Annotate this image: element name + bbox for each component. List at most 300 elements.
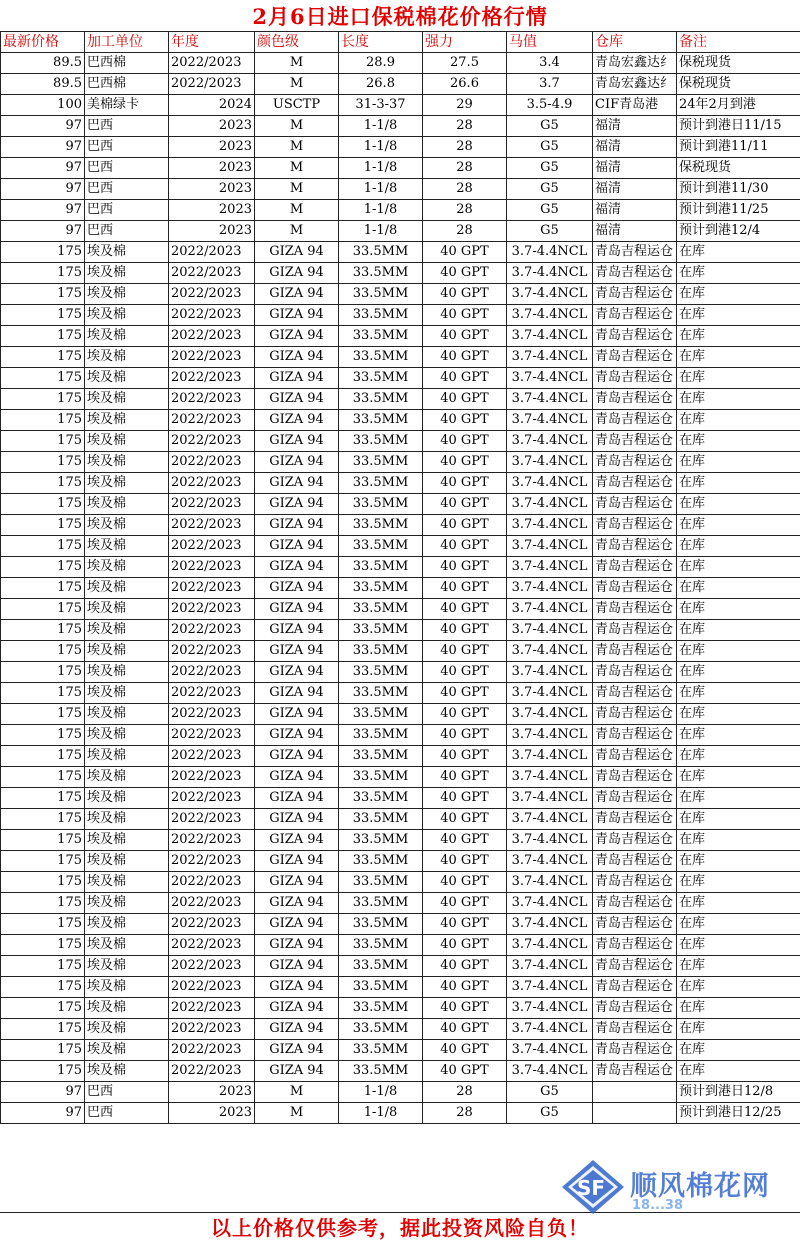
table-cell: 青岛吉程运仓 — [593, 305, 677, 326]
table-row — [1, 221, 800, 242]
table-row — [1, 473, 800, 494]
table-row — [1, 389, 800, 410]
table-cell: 巴西 — [85, 221, 169, 242]
table-cell: 3.7-4.4NCL — [507, 809, 593, 830]
table-cell: GIZA 94 — [255, 935, 339, 956]
table-cell: 3.7-4.4NCL — [507, 326, 593, 347]
table-cell: 在库 — [677, 1019, 800, 1040]
table-cell: GIZA 94 — [255, 830, 339, 851]
header-cell: 长度 — [339, 32, 423, 53]
table-cell: 33.5MM — [339, 242, 423, 263]
table-cell: 埃及棉 — [85, 725, 169, 746]
table-cell: 在库 — [677, 788, 800, 809]
table-cell: 2022/2023 — [169, 389, 255, 410]
table-row — [1, 1040, 800, 1061]
table-cell: 青岛吉程运仓 — [593, 452, 677, 473]
table-cell: 3.7-4.4NCL — [507, 935, 593, 956]
table-cell: 33.5MM — [339, 389, 423, 410]
table-row — [1, 557, 800, 578]
table-cell: 33.5MM — [339, 326, 423, 347]
sheet-title: 2月6日进口保税棉花价格行情 — [0, 0, 800, 31]
table-cell: 3.7-4.4NCL — [507, 788, 593, 809]
table-cell: 在库 — [677, 767, 800, 788]
table-cell: 3.7-4.4NCL — [507, 263, 593, 284]
table-cell: 2023 — [169, 1082, 255, 1103]
table-cell: 青岛吉程运仓 — [593, 515, 677, 536]
table-cell: GIZA 94 — [255, 452, 339, 473]
table-row — [1, 494, 800, 515]
table-cell: 埃及棉 — [85, 914, 169, 935]
table-cell: 24年2月到港 — [677, 95, 800, 116]
table-cell: 2022/2023 — [169, 452, 255, 473]
table-cell: GIZA 94 — [255, 620, 339, 641]
table-cell: 青岛吉程运仓 — [593, 914, 677, 935]
table-cell: 175 — [1, 494, 85, 515]
table-row — [1, 683, 800, 704]
table-row — [1, 200, 800, 221]
table-cell: GIZA 94 — [255, 473, 339, 494]
table-cell: 巴西 — [85, 1082, 169, 1103]
table-cell: GIZA 94 — [255, 389, 339, 410]
table-cell: 29 — [423, 95, 507, 116]
table-cell: 40 GPT — [423, 326, 507, 347]
table-cell: 埃及棉 — [85, 494, 169, 515]
table-cell: 40 GPT — [423, 242, 507, 263]
table-cell: 175 — [1, 914, 85, 935]
table-cell: 3.7-4.4NCL — [507, 536, 593, 557]
table-row — [1, 368, 800, 389]
table-cell: 青岛吉程运仓 — [593, 242, 677, 263]
table-cell: USCTP — [255, 95, 339, 116]
table-cell: 33.5MM — [339, 494, 423, 515]
table-cell: 3.7-4.4NCL — [507, 704, 593, 725]
table-cell: 2022/2023 — [169, 536, 255, 557]
table-cell: G5 — [507, 221, 593, 242]
table-cell: 埃及棉 — [85, 578, 169, 599]
table-cell: 1-1/8 — [339, 179, 423, 200]
table-cell: 福清 — [593, 116, 677, 137]
table-cell: 97 — [1, 1103, 85, 1124]
table-cell: 巴西 — [85, 179, 169, 200]
table-row — [1, 767, 800, 788]
table-cell: 33.5MM — [339, 305, 423, 326]
table-cell: 在库 — [677, 557, 800, 578]
table-cell: 3.7-4.4NCL — [507, 284, 593, 305]
svg-text:SF: SF — [577, 1176, 605, 1200]
table-cell: 2022/2023 — [169, 284, 255, 305]
table-cell: 福清 — [593, 137, 677, 158]
table-cell: 青岛吉程运仓 — [593, 1040, 677, 1061]
header-cell: 加工单位 — [85, 32, 169, 53]
table-cell: 美棉绿卡 — [85, 95, 169, 116]
table-cell: G5 — [507, 137, 593, 158]
table-row — [1, 326, 800, 347]
table-cell: GIZA 94 — [255, 1019, 339, 1040]
table-row — [1, 809, 800, 830]
table-cell: 3.7-4.4NCL — [507, 305, 593, 326]
table-cell: 3.7-4.4NCL — [507, 998, 593, 1019]
table-cell: 埃及棉 — [85, 1019, 169, 1040]
table-cell: 2022/2023 — [169, 683, 255, 704]
table-cell: M — [255, 200, 339, 221]
table-cell: 青岛吉程运仓 — [593, 620, 677, 641]
table-cell: 巴西 — [85, 1103, 169, 1124]
table-cell: 40 GPT — [423, 935, 507, 956]
table-cell: 青岛吉程运仓 — [593, 410, 677, 431]
table-row — [1, 599, 800, 620]
table-row — [1, 872, 800, 893]
table-cell: 33.5MM — [339, 473, 423, 494]
table-row — [1, 578, 800, 599]
table-cell: GIZA 94 — [255, 767, 339, 788]
table-cell: 33.5MM — [339, 725, 423, 746]
table-cell: 175 — [1, 410, 85, 431]
table-cell: 在库 — [677, 410, 800, 431]
table-cell: 2022/2023 — [169, 1019, 255, 1040]
table-cell: 在库 — [677, 746, 800, 767]
table-cell: 175 — [1, 788, 85, 809]
table-cell: 33.5MM — [339, 284, 423, 305]
table-cell: 在库 — [677, 704, 800, 725]
table-cell: 2022/2023 — [169, 830, 255, 851]
table-cell: 青岛吉程运仓 — [593, 704, 677, 725]
table-cell: 青岛宏鑫达纟 — [593, 74, 677, 95]
table-cell: 28 — [423, 1103, 507, 1124]
table-cell: 1-1/8 — [339, 221, 423, 242]
table-cell: 3.7-4.4NCL — [507, 1040, 593, 1061]
table-cell: G5 — [507, 1103, 593, 1124]
table-cell: 3.7-4.4NCL — [507, 683, 593, 704]
table-cell: 2023 — [169, 137, 255, 158]
table-cell: 40 GPT — [423, 599, 507, 620]
table-cell: 青岛吉程运仓 — [593, 893, 677, 914]
table-cell: 40 GPT — [423, 914, 507, 935]
table-cell: 175 — [1, 452, 85, 473]
table-cell: 28 — [423, 221, 507, 242]
table-cell: 埃及棉 — [85, 515, 169, 536]
table-row — [1, 704, 800, 725]
table-cell: 在库 — [677, 830, 800, 851]
table-cell: 青岛吉程运仓 — [593, 830, 677, 851]
table-cell: 175 — [1, 683, 85, 704]
table-cell: 埃及棉 — [85, 620, 169, 641]
table-cell: 3.7-4.4NCL — [507, 620, 593, 641]
table-cell: 在库 — [677, 347, 800, 368]
table-cell: 40 GPT — [423, 473, 507, 494]
table-cell: 1-1/8 — [339, 200, 423, 221]
table-cell: 40 GPT — [423, 704, 507, 725]
table-cell: 27.5 — [423, 53, 507, 74]
table-cell: 埃及棉 — [85, 263, 169, 284]
table-cell: 青岛吉程运仓 — [593, 956, 677, 977]
table-cell: 175 — [1, 977, 85, 998]
table-cell: 175 — [1, 263, 85, 284]
table-cell: GIZA 94 — [255, 788, 339, 809]
table-cell: 40 GPT — [423, 284, 507, 305]
table-cell: 33.5MM — [339, 557, 423, 578]
table-cell: 埃及棉 — [85, 809, 169, 830]
table-row — [1, 641, 800, 662]
table-cell: 在库 — [677, 242, 800, 263]
table-cell: 33.5MM — [339, 704, 423, 725]
table-cell: 福清 — [593, 221, 677, 242]
table-cell: 青岛吉程运仓 — [593, 977, 677, 998]
table-cell: 青岛吉程运仓 — [593, 1019, 677, 1040]
table-cell: 预计到港日12/8 — [677, 1082, 800, 1103]
table-row — [1, 893, 800, 914]
table-cell: 1-1/8 — [339, 1103, 423, 1124]
table-cell: 33.5MM — [339, 851, 423, 872]
table-cell: 2022/2023 — [169, 305, 255, 326]
table-cell: 2022/2023 — [169, 263, 255, 284]
table-cell: 在库 — [677, 914, 800, 935]
table-cell: 28 — [423, 158, 507, 179]
table-cell: 3.7-4.4NCL — [507, 914, 593, 935]
table-cell: 40 GPT — [423, 410, 507, 431]
table-cell: 青岛吉程运仓 — [593, 326, 677, 347]
table-cell: 33.5MM — [339, 452, 423, 473]
table-cell: 175 — [1, 368, 85, 389]
table-cell: 175 — [1, 284, 85, 305]
table-cell: 在库 — [677, 263, 800, 284]
table-cell: 33.5MM — [339, 893, 423, 914]
table-cell: 3.7-4.4NCL — [507, 977, 593, 998]
table-cell: G5 — [507, 116, 593, 137]
table-cell: 175 — [1, 326, 85, 347]
table-cell: 在库 — [677, 494, 800, 515]
table-cell: GIZA 94 — [255, 893, 339, 914]
table-cell: 青岛吉程运仓 — [593, 431, 677, 452]
table-cell: GIZA 94 — [255, 746, 339, 767]
table-cell: 40 GPT — [423, 893, 507, 914]
table-row — [1, 116, 800, 137]
table-cell: 40 GPT — [423, 578, 507, 599]
table-cell: 40 GPT — [423, 998, 507, 1019]
table-cell: 33.5MM — [339, 662, 423, 683]
table-cell: 在库 — [677, 935, 800, 956]
table-cell: 2023 — [169, 200, 255, 221]
table-cell: 巴西 — [85, 158, 169, 179]
table-cell: 福清 — [593, 158, 677, 179]
table-cell: 青岛吉程运仓 — [593, 347, 677, 368]
table-cell: 在库 — [677, 326, 800, 347]
table-cell: 埃及棉 — [85, 1040, 169, 1061]
table-cell: 3.7-4.4NCL — [507, 767, 593, 788]
table-cell: 175 — [1, 1019, 85, 1040]
table-cell: 埃及棉 — [85, 788, 169, 809]
table-cell: 33.5MM — [339, 599, 423, 620]
table-cell: 埃及棉 — [85, 599, 169, 620]
table-cell: 3.7-4.4NCL — [507, 872, 593, 893]
table-cell: 97 — [1, 179, 85, 200]
table-cell: 2022/2023 — [169, 242, 255, 263]
table-cell: 31-3-37 — [339, 95, 423, 116]
table-cell: 175 — [1, 242, 85, 263]
table-cell: 2022/2023 — [169, 494, 255, 515]
table-cell: 在库 — [677, 977, 800, 998]
table-row — [1, 53, 800, 74]
table-cell: GIZA 94 — [255, 410, 339, 431]
table-cell: 175 — [1, 830, 85, 851]
table-cell: 26.8 — [339, 74, 423, 95]
table-cell: 埃及棉 — [85, 767, 169, 788]
table-cell: 40 GPT — [423, 767, 507, 788]
table-cell: 28 — [423, 137, 507, 158]
table-cell: 3.7-4.4NCL — [507, 410, 593, 431]
table-row — [1, 1103, 800, 1124]
table-cell: 100 — [1, 95, 85, 116]
table-cell: 在库 — [677, 620, 800, 641]
table-cell: 埃及棉 — [85, 641, 169, 662]
table-cell: 2023 — [169, 1103, 255, 1124]
table-cell: 3.7-4.4NCL — [507, 956, 593, 977]
table-cell: 青岛吉程运仓 — [593, 809, 677, 830]
table-cell: 2022/2023 — [169, 725, 255, 746]
table-cell: 埃及棉 — [85, 326, 169, 347]
table-row — [1, 284, 800, 305]
table-cell: 2022/2023 — [169, 809, 255, 830]
table-row — [1, 620, 800, 641]
table-cell: 埃及棉 — [85, 389, 169, 410]
table-cell: 巴西 — [85, 137, 169, 158]
table-cell: 3.7-4.4NCL — [507, 641, 593, 662]
table-row — [1, 956, 800, 977]
table-cell: 预计到港日12/25 — [677, 1103, 800, 1124]
table-row — [1, 935, 800, 956]
table-cell: 2022/2023 — [169, 662, 255, 683]
table-cell: 巴西 — [85, 200, 169, 221]
header-cell: 强力 — [423, 32, 507, 53]
table-cell: 175 — [1, 578, 85, 599]
table-cell: 3.7-4.4NCL — [507, 242, 593, 263]
table-cell: 在库 — [677, 1040, 800, 1061]
table-row — [1, 1082, 800, 1103]
table-cell: 28 — [423, 116, 507, 137]
table-cell: 埃及棉 — [85, 977, 169, 998]
table-cell: 埃及棉 — [85, 242, 169, 263]
table-cell: 在库 — [677, 431, 800, 452]
table-cell: GIZA 94 — [255, 578, 339, 599]
table-cell: G5 — [507, 179, 593, 200]
table-cell: 3.7-4.4NCL — [507, 1019, 593, 1040]
table-cell: 28.9 — [339, 53, 423, 74]
table-cell: 97 — [1, 158, 85, 179]
table-cell: GIZA 94 — [255, 368, 339, 389]
table-cell: 3.7-4.4NCL — [507, 893, 593, 914]
table-cell: 175 — [1, 746, 85, 767]
table-cell: GIZA 94 — [255, 305, 339, 326]
table-row — [1, 1019, 800, 1040]
table-cell: 175 — [1, 893, 85, 914]
table-cell: 33.5MM — [339, 872, 423, 893]
table-cell: 2022/2023 — [169, 704, 255, 725]
table-cell: 青岛吉程运仓 — [593, 599, 677, 620]
site-logo-icon — [560, 1158, 626, 1216]
table-cell: 预计到港11/11 — [677, 137, 800, 158]
table-cell: GIZA 94 — [255, 284, 339, 305]
table-cell: 2022/2023 — [169, 893, 255, 914]
table-cell: 2022/2023 — [169, 767, 255, 788]
table-cell: 巴西棉 — [85, 53, 169, 74]
table-cell: 3.7-4.4NCL — [507, 662, 593, 683]
table-cell: 保税现货 — [677, 74, 800, 95]
table-cell: 40 GPT — [423, 851, 507, 872]
table-cell: 175 — [1, 536, 85, 557]
table-cell: 预计到港日11/15 — [677, 116, 800, 137]
table-cell: GIZA 94 — [255, 1040, 339, 1061]
header-cell: 备注 — [677, 32, 800, 53]
table-cell: 在库 — [677, 284, 800, 305]
table-cell: 2022/2023 — [169, 872, 255, 893]
table-cell: 33.5MM — [339, 1040, 423, 1061]
table-cell: 175 — [1, 704, 85, 725]
table-cell: 在库 — [677, 389, 800, 410]
table-row — [1, 998, 800, 1019]
header-cell: 最新价格 — [1, 32, 85, 53]
table-row — [1, 830, 800, 851]
table-cell: 33.5MM — [339, 1019, 423, 1040]
table-cell: 2022/2023 — [169, 851, 255, 872]
table-cell: 埃及棉 — [85, 557, 169, 578]
table-row — [1, 1061, 800, 1082]
table-cell: 青岛吉程运仓 — [593, 578, 677, 599]
table-cell: 1-1/8 — [339, 1082, 423, 1103]
table-cell: 3.7-4.4NCL — [507, 368, 593, 389]
table-cell: 175 — [1, 1061, 85, 1082]
table-cell: 2022/2023 — [169, 431, 255, 452]
table-cell: 3.7-4.4NCL — [507, 578, 593, 599]
table-cell: 在库 — [677, 893, 800, 914]
table-cell: 2022/2023 — [169, 515, 255, 536]
table-cell: 26.6 — [423, 74, 507, 95]
table-cell: 33.5MM — [339, 641, 423, 662]
table-cell: M — [255, 158, 339, 179]
table-cell: GIZA 94 — [255, 242, 339, 263]
table-cell — [593, 1082, 677, 1103]
table-cell — [593, 1103, 677, 1124]
table-cell: 埃及棉 — [85, 704, 169, 725]
table-cell: 埃及棉 — [85, 473, 169, 494]
table-cell: 在库 — [677, 998, 800, 1019]
table-cell: 33.5MM — [339, 1061, 423, 1082]
table-cell: GIZA 94 — [255, 662, 339, 683]
table-row — [1, 158, 800, 179]
table-cell: GIZA 94 — [255, 347, 339, 368]
price-table — [0, 31, 800, 1124]
table-cell: M — [255, 179, 339, 200]
table-cell: 175 — [1, 725, 85, 746]
table-cell: 175 — [1, 620, 85, 641]
table-cell: 3.7-4.4NCL — [507, 557, 593, 578]
table-cell: GIZA 94 — [255, 851, 339, 872]
table-cell: 3.7-4.4NCL — [507, 830, 593, 851]
table-cell: GIZA 94 — [255, 536, 339, 557]
table-cell: 33.5MM — [339, 809, 423, 830]
table-cell: 2022/2023 — [169, 599, 255, 620]
table-row — [1, 410, 800, 431]
table-cell: M — [255, 74, 339, 95]
table-cell: GIZA 94 — [255, 956, 339, 977]
table-cell: 2022/2023 — [169, 347, 255, 368]
table-cell: 2022/2023 — [169, 1040, 255, 1061]
table-row — [1, 536, 800, 557]
table-cell: 埃及棉 — [85, 746, 169, 767]
table-cell: 28 — [423, 1082, 507, 1103]
table-cell: 33.5MM — [339, 788, 423, 809]
table-cell: 40 GPT — [423, 389, 507, 410]
table-cell: 33.5MM — [339, 956, 423, 977]
table-cell: 青岛吉程运仓 — [593, 935, 677, 956]
